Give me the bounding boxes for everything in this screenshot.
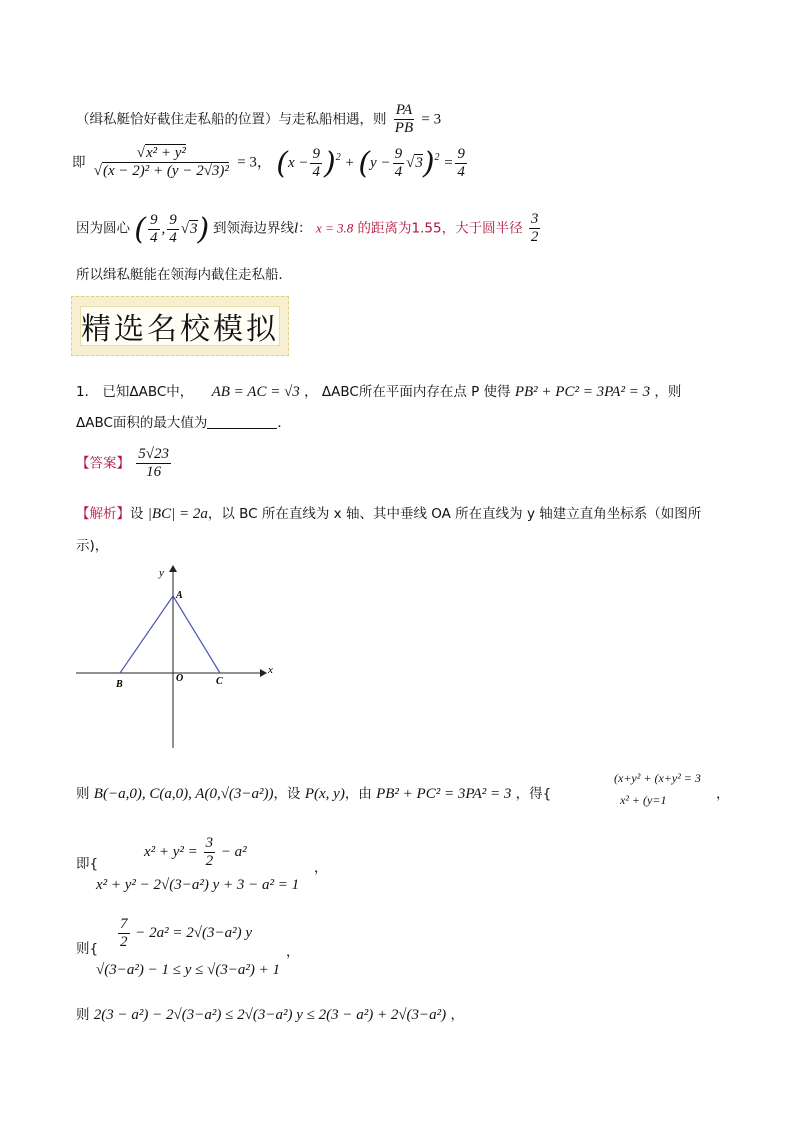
analysis-text-2: ，以 BC 所在直线为 x 轴、其中垂线 OA 所在直线为 y 轴建立直角坐标系（如图所: [207, 506, 702, 522]
intro-line-2-lead: 即: [72, 154, 86, 171]
step-1-system-row-1: (x+y² + (x+y² = 3: [614, 771, 701, 785]
step-1-system-brace: ，得{: [515, 786, 552, 802]
step-2-row-1: [144, 835, 247, 870]
problem-stem-a: 已知ΔABC中，: [102, 384, 194, 400]
answer-line: [76, 446, 173, 481]
problem-stem-d: PB² + PC² = 3PA² = 3: [514, 384, 651, 400]
analysis-bc: |BC| = 2a: [147, 506, 208, 522]
step-2-row-1-tail: − a²: [220, 843, 247, 860]
answer-label: 【答案】: [76, 455, 130, 472]
step-1: [76, 782, 551, 803]
x-axis-label: x: [268, 664, 273, 676]
coordinate-figure: [70, 560, 290, 755]
step-2-end: ，: [314, 860, 328, 876]
circle-center: ( $\frac{9}{4}$ , $\frac{9}{4}$ √3): [134, 211, 210, 247]
answer-denominator: 16: [146, 464, 162, 480]
y-axis-label: y: [159, 567, 164, 579]
step-1-lead: 则: [76, 786, 90, 802]
intro-line-3-text-a: 因为圆心: [76, 220, 130, 237]
ratio-fraction: [393, 102, 415, 137]
intro-line-3: 因为圆心 ( $\frac{9}{4}$ , $\frac{9}{4}$ √3) 到领海边界线l： x = 3.8 的距离为1.55，大于圆半径 $\frac{3}{2}$: [76, 211, 539, 247]
boundary-condition: x = 3.8: [315, 220, 354, 236]
step-3-frac-num: 7: [120, 916, 128, 932]
intro-line-1-text: （缉私艇恰好截住走私船的位置）与走私船相遇，则: [76, 111, 387, 128]
step-4-inequality: 2(3 − a²) − 2√(3−a²) ≤ 2√(3−a²) y ≤ 2(3 − a²) + 2√(3−a²): [93, 1007, 447, 1023]
intro-line-1: [76, 102, 441, 137]
ratio-numerator: PA: [395, 102, 413, 118]
distance-ratio-den: √(x − 2)² + (y − 2√3)²: [93, 163, 229, 179]
step-3-row-1-rhs: − 2a² = 2√(3−a²) y: [135, 924, 252, 941]
problem-stem-line-1: [76, 380, 681, 401]
side-ac: [173, 596, 220, 673]
ratio-denominator: PB: [394, 120, 414, 136]
distance-ratio-equals: = 3，: [237, 154, 272, 171]
step-3-row-2: √(3−a²) − 1 ≤ y ≤ √(3−a²) + 1: [96, 962, 281, 978]
step-4-end: ，: [450, 1007, 464, 1023]
problem-stem-line-2-text: ΔABC面积的最大值为: [76, 415, 208, 431]
analysis-text-1: 设: [130, 506, 144, 522]
point-a-label: A: [176, 590, 183, 601]
problem-stem-e: ，则: [654, 384, 682, 400]
answer-blank: [207, 414, 277, 429]
section-badge: [71, 296, 289, 356]
analysis-label: 【解析】: [76, 506, 130, 522]
origin-label: O: [176, 673, 184, 684]
radius-fraction: $\frac{3}{2}$: [530, 211, 539, 245]
problem-stem-end: ．: [277, 415, 291, 431]
point-b-label: B: [116, 679, 123, 690]
analysis-line-2: 示)，: [76, 538, 109, 554]
analysis-line-1: [76, 502, 701, 523]
answer-fraction: [136, 446, 171, 481]
step-1-text-b: ，设: [273, 786, 301, 802]
step-4: [76, 1003, 464, 1024]
step-1-text-c: ，由: [344, 786, 372, 802]
answer-numerator: 5√23: [138, 446, 170, 462]
intro-line-3-text-b: 到领海边界线: [212, 220, 294, 237]
step-3-frac-den: 2: [120, 934, 128, 950]
section-badge-label: 精选名校模拟: [80, 306, 280, 346]
step-3-end: ，: [286, 944, 300, 960]
step-2-row-2: x² + y² − 2√(3−a²) y + 3 − a² = 1: [96, 877, 300, 893]
step-1-system-row-2: x² + (y=1: [620, 793, 667, 807]
problem-stem-line-2: [76, 411, 291, 431]
distance-ratio-num: √x² + y²: [136, 145, 186, 161]
side-ab: [120, 596, 173, 673]
point-c-label: C: [216, 676, 223, 687]
intro-line-4: 所以缉私艇能在领海内截住走私船．: [76, 267, 292, 283]
step-3-row-1: [116, 916, 252, 951]
intro-line-3-text-c: 的距离为1.55，大于圆半径: [357, 220, 523, 237]
step-2-frac-den: 2: [205, 853, 214, 869]
distance-ratio-fraction: [92, 145, 231, 180]
step-1-equation: PB² + PC² = 3PA² = 3: [376, 786, 512, 802]
problem-stem-b: AB = AC = √3: [211, 384, 300, 400]
step-1-end: ，: [716, 786, 730, 802]
boundary-line-l: l: [293, 220, 299, 237]
intro-line-2: [72, 145, 469, 181]
circle-equation: (x − $\frac{9}{4}$ )$^2$ + (y − $\frac{9}{4}$ √3)$^2$ = $\frac{9}{4}$: [276, 145, 465, 181]
problem-number: 1．: [76, 384, 99, 400]
step-1-point-p: P(x, y): [304, 786, 345, 802]
step-2-row-1-lhs: x² + y² =: [144, 843, 198, 860]
step-3-lead: 则{: [76, 941, 99, 957]
step-2-lead: 即{: [76, 856, 99, 872]
step-4-lead: 则: [76, 1007, 90, 1023]
problem-stem-c: ， ΔABC所在平面内存在点 P 使得: [304, 384, 511, 400]
ratio-equals: = 3: [421, 111, 442, 128]
step-2-frac-num: 3: [205, 835, 214, 851]
step-1-coords: B(−a,0), C(a,0), A(0,√(3−a²)): [93, 786, 274, 802]
